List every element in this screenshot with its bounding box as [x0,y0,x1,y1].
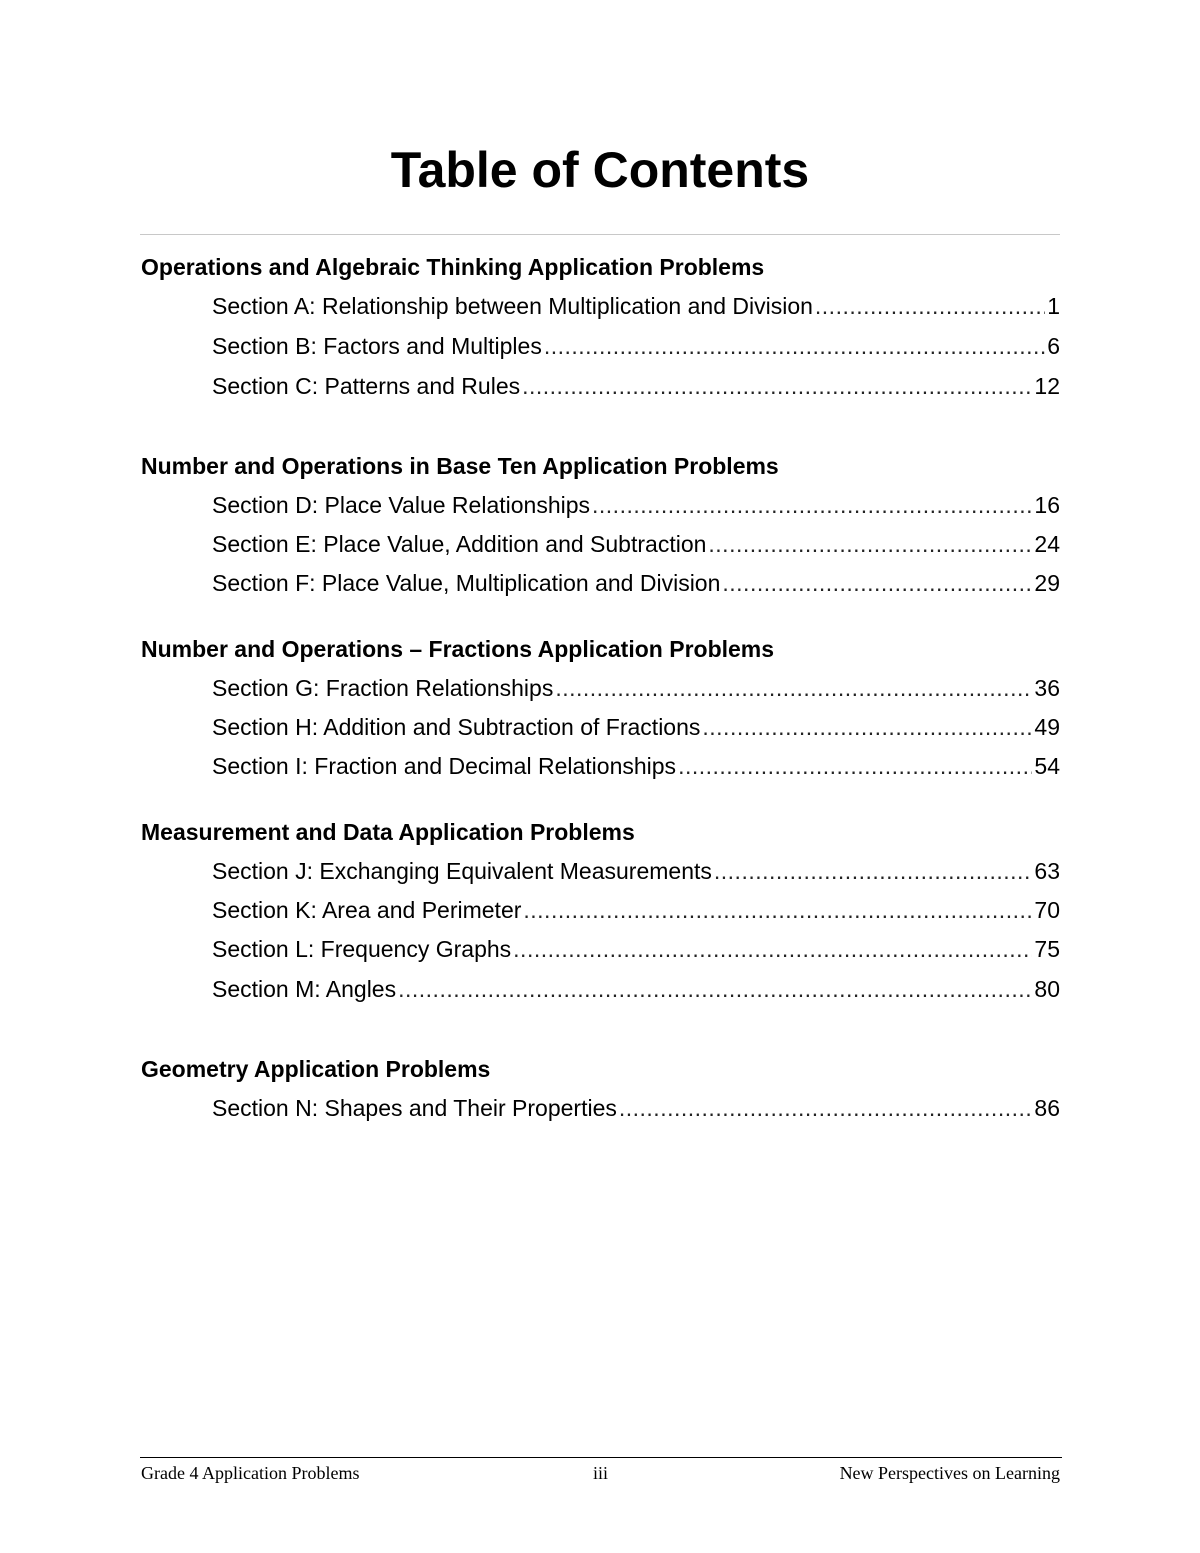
title-divider [140,234,1060,235]
entry-page-number: 49 [1034,714,1060,740]
toc-entry-section-l[interactable] [212,935,1060,963]
entry-label: Section G: Fraction Relationships [212,675,554,701]
group-heading: Number and Operations – Fractions Application Problems [141,636,775,662]
toc-entry-section-k[interactable] [212,896,1060,924]
entry-label: Section D: Place Value Relationships [212,492,591,518]
dot-leader [702,713,1032,741]
entry-page-number: 80 [1034,976,1060,1002]
toc-entry-section-m[interactable] [212,975,1060,1003]
dot-leader [398,975,1032,1003]
entry-label: Section E: Place Value, Addition and Subtraction [212,531,707,557]
entry-label: Section K: Area and Perimeter [212,897,522,923]
dot-leader [714,857,1033,885]
group-heading: Operations and Algebraic Thinking Application Problems [141,254,765,280]
dot-leader [523,896,1032,924]
entry-page-number: 75 [1034,936,1060,962]
entry-label: Section B: Factors and Multiples [212,333,542,359]
toc-entry-section-h[interactable] [212,713,1060,741]
footer-divider [140,1457,1062,1458]
entry-page-number: 16 [1034,492,1060,518]
entry-page-number: 54 [1034,753,1060,779]
group-heading: Measurement and Data Application Problems [141,819,635,845]
entry-page-number: 1 [1047,293,1060,319]
toc-entry-section-f[interactable] [212,569,1060,597]
toc-entry-section-i[interactable] [212,752,1060,780]
footer-publisher: New Perspectives on Learning [839,1463,1060,1483]
dot-leader [619,1094,1033,1122]
toc-entry-section-j[interactable] [212,857,1060,885]
toc-entry-section-a[interactable] [212,292,1060,320]
dot-leader [678,752,1032,780]
entry-label: Section L: Frequency Graphs [212,936,512,962]
entry-page-number: 70 [1034,897,1060,923]
entry-label: Section F: Place Value, Multiplication and Division [212,570,721,596]
toc-entry-section-b[interactable] [212,332,1060,360]
entry-label: Section I: Fraction and Decimal Relationships [212,753,677,779]
entry-label: Section C: Patterns and Rules [212,373,521,399]
entry-page-number: 63 [1034,858,1060,884]
entry-label: Section A: Relationship between Multiplication and Division [212,293,813,319]
dot-leader [513,935,1032,963]
dot-leader [708,530,1032,558]
dot-leader [522,372,1032,400]
dot-leader [544,332,1045,360]
entry-label: Section H: Addition and Subtraction of Fractions [212,714,701,740]
group-heading: Number and Operations in Base Ten Application Problems [141,453,779,479]
toc-entry-section-n[interactable] [212,1094,1060,1122]
entry-page-number: 36 [1034,675,1060,701]
entry-label: Section N: Shapes and Their Properties [212,1095,617,1121]
group-heading: Geometry Application Problems [141,1056,491,1082]
toc-entry-section-c[interactable] [212,372,1060,400]
toc-entry-section-e[interactable] [212,530,1060,558]
entry-page-number: 12 [1034,373,1060,399]
page-title: Table of Contents [390,142,810,198]
dot-leader [722,569,1032,597]
entry-label: Section M: Angles [212,976,397,1002]
entry-label: Section J: Exchanging Equivalent Measurements [212,858,712,884]
entry-page-number: 24 [1034,531,1060,557]
entry-page-number: 86 [1034,1095,1060,1121]
entry-page-number: 6 [1047,333,1060,359]
toc-entry-section-g[interactable] [212,674,1060,702]
dot-leader [592,491,1032,519]
footer-book-title: Grade 4 Application Problems [141,1463,360,1483]
dot-leader [815,292,1045,320]
entry-page-number: 29 [1034,570,1060,596]
toc-entry-section-d[interactable] [212,491,1060,519]
footer-page-number: iii [592,1463,608,1483]
dot-leader [555,674,1032,702]
page-footer [141,1462,1060,1486]
